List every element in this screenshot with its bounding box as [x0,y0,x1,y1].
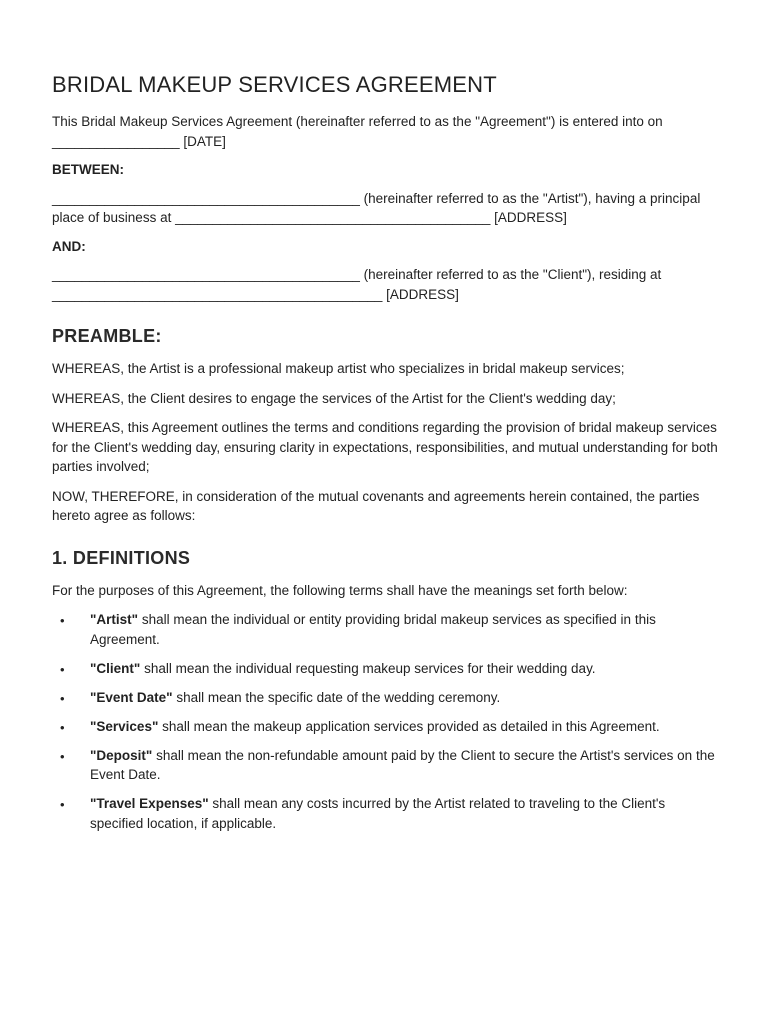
bullet-icon: • [60,661,65,677]
preamble-paragraph: WHEREAS, the Artist is a professional makeup artist who specializes in bridal makeup services; [52,361,625,376]
definition-text: shall mean the non-refundable amount paid by the Client to secure the Artist's services on the Event Date. [90,747,715,782]
list-item [52,717,718,737]
list-item [52,746,718,785]
definition-term: "Travel Expenses" [90,796,209,811]
definition-text: shall mean the specific date of the wedding ceremony. [172,689,501,705]
between-label: BETWEEN: [52,162,124,177]
preamble-paragraph: WHEREAS, this Agreement outlines the terms and conditions regarding the provision of bridal makeup services for the Client's wedding day, ensuring clarity in expectations, responsibilities, and mutual understanding for both parties involved; [52,420,718,474]
definition-term: "Services" [90,718,159,734]
list-item [52,794,718,833]
definition-text: shall mean the individual requesting makeup services for their wedding day. [140,660,596,676]
list-item [52,610,718,649]
definition-term: "Event Date" [90,689,173,705]
bullet-icon: • [60,797,65,812]
definition-term: "Artist" [90,612,139,627]
client-clause: _________________________________________ (hereinafter referred to as the "Client"), residing at ____________________________________________ [ADDRESS] [52,267,662,302]
bullet-icon: • [60,719,65,735]
bullet-icon: • [60,613,65,628]
definition-term: "Client" [90,660,141,676]
list-item [52,659,718,679]
artist-clause: _________________________________________ (hereinafter referred to as the "Artist"), having a principal place of business at __________________________________________ [ADDRESS] [52,190,701,225]
bullet-icon: • [60,690,65,706]
bullet-icon: • [60,748,65,764]
intro-paragraph: This Bridal Makeup Services Agreement (hereinafter referred to as the "Agreement") is entered into on _________________ [DATE] [52,114,663,149]
document-title: BRIDAL MAKEUP SERVICES AGREEMENT [52,72,497,97]
definitions-intro: For the purposes of this Agreement, the following terms shall have the meanings set forth below: [52,582,628,598]
definitions-list [52,610,718,833]
definition-term: "Deposit" [90,747,153,763]
preamble-paragraph: NOW, THEREFORE, in consideration of the mutual covenants and agreements herein contained, the parties hereto agree as follows: [52,488,700,523]
and-label: AND: [52,238,86,254]
document-page [52,72,718,843]
definition-text: shall mean the makeup application services provided as detailed in this Agreement. [158,718,660,734]
definition-text: shall mean the individual or entity providing bridal makeup services as specified in this Agreement. [90,612,656,647]
definition-text: shall mean any costs incurred by the Artist related to traveling to the Client's specified location, if applicable. [90,796,666,831]
definitions-heading: 1. DEFINITIONS [52,547,191,568]
list-item [52,688,718,708]
preamble-paragraph: WHEREAS, the Client desires to engage the services of the Artist for the Client's wedding day; [52,390,616,406]
preamble-heading: PREAMBLE: [52,326,162,346]
